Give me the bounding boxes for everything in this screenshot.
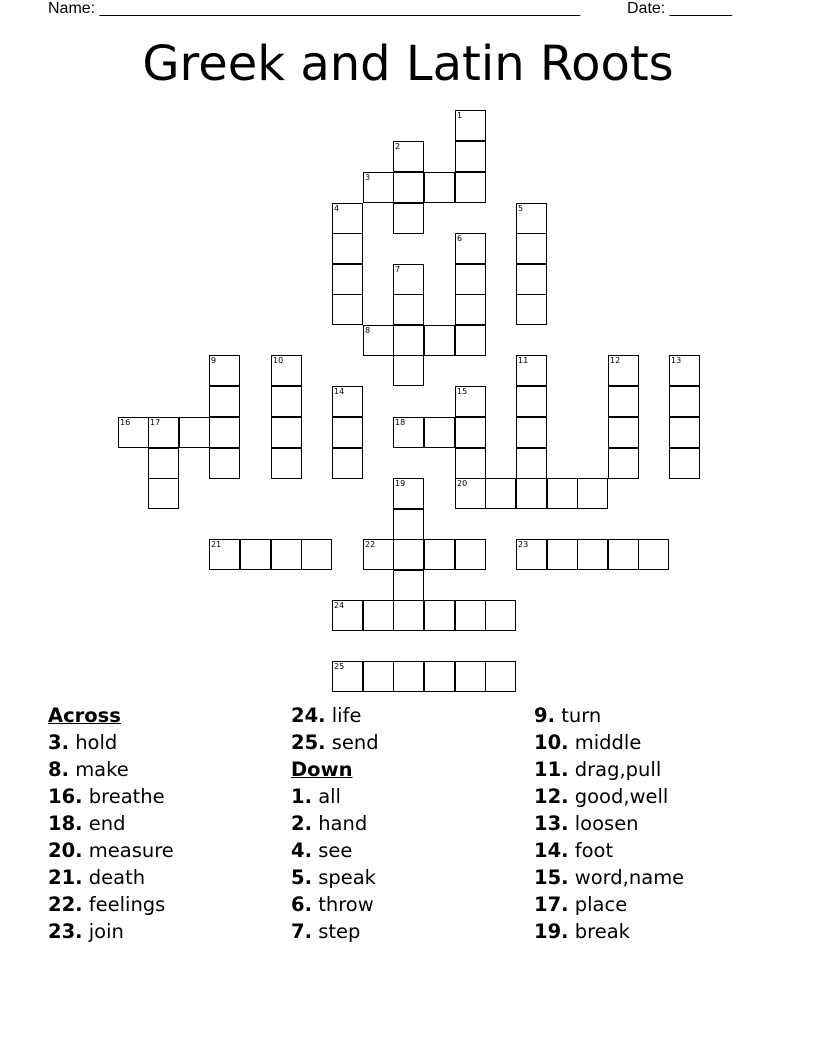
grid-cell[interactable] <box>424 600 455 631</box>
grid-cell[interactable] <box>608 417 639 448</box>
grid-cell[interactable] <box>608 355 639 386</box>
clue-text: end <box>88 812 126 835</box>
clue-text: step <box>318 920 361 943</box>
clue-number: 3. <box>48 731 69 754</box>
down-clue <box>534 729 684 756</box>
down-clue <box>534 783 684 810</box>
grid-cell[interactable] <box>332 600 363 631</box>
clue-number-label: 6 <box>457 234 463 243</box>
grid-cell[interactable] <box>516 478 547 509</box>
down-clue <box>534 891 684 918</box>
clue-text: feelings <box>88 893 166 916</box>
grid-cell[interactable] <box>516 448 547 479</box>
grid-cell[interactable] <box>393 417 424 448</box>
grid-cell[interactable] <box>209 417 240 448</box>
clue-number-label: 12 <box>610 356 621 365</box>
clue-number: 1. <box>291 785 312 808</box>
down-clue <box>291 891 379 918</box>
clue-text: throw <box>318 893 374 916</box>
grid-cell[interactable] <box>393 509 424 540</box>
clue-number-label: 21 <box>211 540 222 549</box>
clue-number-label: 24 <box>334 601 345 610</box>
clue-number-label: 3 <box>365 173 371 182</box>
grid-cell[interactable] <box>209 386 240 417</box>
clue-text: life <box>331 704 362 727</box>
clue-text: foot <box>574 839 614 862</box>
clue-number: 25. <box>291 731 326 754</box>
grid-cell[interactable] <box>424 417 455 448</box>
grid-cell[interactable] <box>363 172 394 203</box>
clue-text: death <box>88 866 146 889</box>
grid-cell[interactable] <box>516 386 547 417</box>
grid-cell[interactable] <box>455 661 486 692</box>
clue-text: measure <box>88 839 174 862</box>
date-field-label: Date: _______ <box>627 0 732 17</box>
clue-number: 4. <box>291 839 312 862</box>
across-clue <box>48 918 174 945</box>
clue-number-label: 20 <box>457 479 468 488</box>
down-clue <box>534 810 684 837</box>
clue-number: 13. <box>534 812 569 835</box>
grid-cell[interactable] <box>393 570 424 601</box>
down-clue <box>534 864 684 891</box>
grid-cell[interactable] <box>669 386 700 417</box>
clue-text: word,name <box>574 866 685 889</box>
grid-cell[interactable] <box>669 448 700 479</box>
clue-number-label: 7 <box>395 265 401 274</box>
grid-cell[interactable] <box>148 478 179 509</box>
grid-cell[interactable] <box>669 417 700 448</box>
clue-text: join <box>88 920 124 943</box>
grid-cell[interactable] <box>393 600 424 631</box>
clue-number: 17. <box>534 893 569 916</box>
page-title: Greek and Latin Roots <box>142 36 674 92</box>
across-clue <box>48 810 174 837</box>
clue-text: middle <box>574 731 642 754</box>
grid-cell[interactable] <box>455 417 486 448</box>
grid-cell[interactable] <box>455 172 486 203</box>
clue-number-label: 8 <box>365 326 371 335</box>
down-clue <box>291 918 379 945</box>
clue-number-label: 5 <box>518 204 524 213</box>
grid-cell[interactable] <box>455 539 486 570</box>
down-clue <box>291 783 379 810</box>
clue-number: 20. <box>48 839 83 862</box>
clue-number: 11. <box>534 758 569 781</box>
clue-text: all <box>318 785 341 808</box>
grid-cell[interactable] <box>608 448 639 479</box>
clue-number-label: 19 <box>395 479 406 488</box>
grid-cell[interactable] <box>516 539 547 570</box>
clue-number: 18. <box>48 812 83 835</box>
clue-text: turn <box>561 704 602 727</box>
across-clue <box>48 891 174 918</box>
across-clue <box>48 837 174 864</box>
grid-cell[interactable] <box>516 264 547 295</box>
down-clue <box>534 837 684 864</box>
grid-cell[interactable] <box>393 355 424 386</box>
clue-text: loosen <box>574 812 639 835</box>
clue-text: hold <box>75 731 118 754</box>
grid-cell[interactable] <box>393 478 424 509</box>
grid-cell[interactable] <box>332 417 363 448</box>
grid-cell[interactable] <box>148 448 179 479</box>
grid-cell[interactable] <box>363 539 394 570</box>
clue-column-1 <box>48 702 174 945</box>
grid-cell[interactable] <box>485 478 516 509</box>
grid-cell[interactable] <box>516 417 547 448</box>
name-field-label: Name: ______________________________________________________ <box>48 0 581 17</box>
grid-cell[interactable] <box>148 417 179 448</box>
down-heading: Down <box>291 758 353 781</box>
clue-text: break <box>574 920 630 943</box>
grid-cell[interactable] <box>547 478 578 509</box>
clue-number: 22. <box>48 893 83 916</box>
grid-cell[interactable] <box>209 448 240 479</box>
clue-column-3 <box>534 702 684 945</box>
clue-number-label: 10 <box>273 356 284 365</box>
grid-cell[interactable] <box>393 325 424 356</box>
clue-number: 6. <box>291 893 312 916</box>
grid-cell[interactable] <box>271 448 302 479</box>
clue-number: 14. <box>534 839 569 862</box>
down-clue <box>291 810 379 837</box>
across-clue <box>291 729 379 756</box>
grid-cell[interactable] <box>363 600 394 631</box>
clue-number-label: 13 <box>671 356 682 365</box>
grid-cell[interactable] <box>577 478 608 509</box>
clue-number-label: 11 <box>518 356 529 365</box>
clue-number-label: 23 <box>518 540 529 549</box>
grid-cell[interactable] <box>455 264 486 295</box>
grid-cell[interactable] <box>271 417 302 448</box>
grid-cell[interactable] <box>393 661 424 692</box>
grid-cell[interactable] <box>608 539 639 570</box>
grid-cell[interactable] <box>209 355 240 386</box>
grid-cell[interactable] <box>516 203 547 234</box>
grid-cell[interactable] <box>424 172 455 203</box>
grid-cell[interactable] <box>393 294 424 325</box>
clue-number: 12. <box>534 785 569 808</box>
grid-cell[interactable] <box>393 539 424 570</box>
grid-cell[interactable] <box>332 264 363 295</box>
grid-cell[interactable] <box>118 417 149 448</box>
grid-cell[interactable] <box>332 233 363 264</box>
clue-text: speak <box>318 866 376 889</box>
clue-text: good,well <box>574 785 669 808</box>
down-clue <box>534 702 684 729</box>
clue-number: 21. <box>48 866 83 889</box>
clue-number: 16. <box>48 785 83 808</box>
grid-cell[interactable] <box>669 355 700 386</box>
grid-cell[interactable] <box>485 600 516 631</box>
across-clue <box>291 702 379 729</box>
grid-cell[interactable] <box>424 539 455 570</box>
across-clue <box>48 729 174 756</box>
down-clue <box>534 756 684 783</box>
grid-cell[interactable] <box>455 110 486 141</box>
clue-column-2 <box>291 702 379 945</box>
clue-number: 24. <box>291 704 326 727</box>
grid-cell[interactable] <box>332 294 363 325</box>
clue-text: drag,pull <box>574 758 662 781</box>
clue-number-label: 22 <box>365 540 376 549</box>
down-clue <box>291 837 379 864</box>
grid-cell[interactable] <box>455 600 486 631</box>
across-clue <box>48 864 174 891</box>
grid-cell[interactable] <box>179 417 210 448</box>
grid-cell[interactable] <box>393 203 424 234</box>
clue-number: 9. <box>534 704 555 727</box>
clue-text: place <box>574 893 628 916</box>
grid-cell[interactable] <box>393 141 424 172</box>
grid-cell[interactable] <box>393 172 424 203</box>
grid-cell[interactable] <box>363 661 394 692</box>
down-clue <box>534 918 684 945</box>
grid-cell[interactable] <box>332 203 363 234</box>
across-heading: Across <box>48 704 121 727</box>
clue-number-label: 18 <box>395 418 406 427</box>
grid-cell[interactable] <box>332 661 363 692</box>
grid-cell[interactable] <box>455 233 486 264</box>
clue-text: send <box>331 731 379 754</box>
across-clue <box>48 783 174 810</box>
clue-number-label: 1 <box>457 111 463 120</box>
clue-number: 2. <box>291 812 312 835</box>
clue-number: 19. <box>534 920 569 943</box>
grid-cell[interactable] <box>516 355 547 386</box>
grid-cell[interactable] <box>455 325 486 356</box>
grid-cell[interactable] <box>363 325 394 356</box>
grid-cell[interactable] <box>393 264 424 295</box>
clue-number-label: 14 <box>334 387 345 396</box>
grid-cell[interactable] <box>271 539 302 570</box>
across-clue <box>48 756 174 783</box>
grid-cell[interactable] <box>240 539 271 570</box>
clue-text: see <box>318 839 353 862</box>
grid-cell[interactable] <box>638 539 669 570</box>
grid-cell[interactable] <box>271 386 302 417</box>
clue-number-label: 16 <box>120 418 131 427</box>
clue-number: 15. <box>534 866 569 889</box>
clue-number: 10. <box>534 731 569 754</box>
clue-number: 23. <box>48 920 83 943</box>
grid-cell[interactable] <box>516 233 547 264</box>
clue-number: 5. <box>291 866 312 889</box>
grid-cell[interactable] <box>301 539 332 570</box>
clue-text: breathe <box>88 785 165 808</box>
clue-number-label: 4 <box>334 204 340 213</box>
clue-number-label: 2 <box>395 142 401 151</box>
grid-cell[interactable] <box>332 448 363 479</box>
grid-cell[interactable] <box>516 294 547 325</box>
clue-number: 8. <box>48 758 69 781</box>
grid-cell[interactable] <box>608 386 639 417</box>
grid-cell[interactable] <box>424 325 455 356</box>
grid-cell[interactable] <box>485 661 516 692</box>
grid-cell[interactable] <box>455 478 486 509</box>
clue-text: hand <box>318 812 368 835</box>
grid-cell[interactable] <box>271 355 302 386</box>
clue-number-label: 17 <box>150 418 161 427</box>
clue-number-label: 9 <box>211 356 217 365</box>
clue-text: make <box>75 758 129 781</box>
grid-cell[interactable] <box>332 386 363 417</box>
clue-number-label: 15 <box>457 387 468 396</box>
grid-cell[interactable] <box>455 386 486 417</box>
grid-cell[interactable] <box>455 294 486 325</box>
down-clue <box>291 864 379 891</box>
grid-cell[interactable] <box>455 141 486 172</box>
grid-cell[interactable] <box>209 539 240 570</box>
grid-cell[interactable] <box>455 448 486 479</box>
clue-number-label: 25 <box>334 662 345 671</box>
clue-number: 7. <box>291 920 312 943</box>
grid-cell[interactable] <box>424 661 455 692</box>
grid-cell[interactable] <box>547 539 578 570</box>
grid-cell[interactable] <box>577 539 608 570</box>
